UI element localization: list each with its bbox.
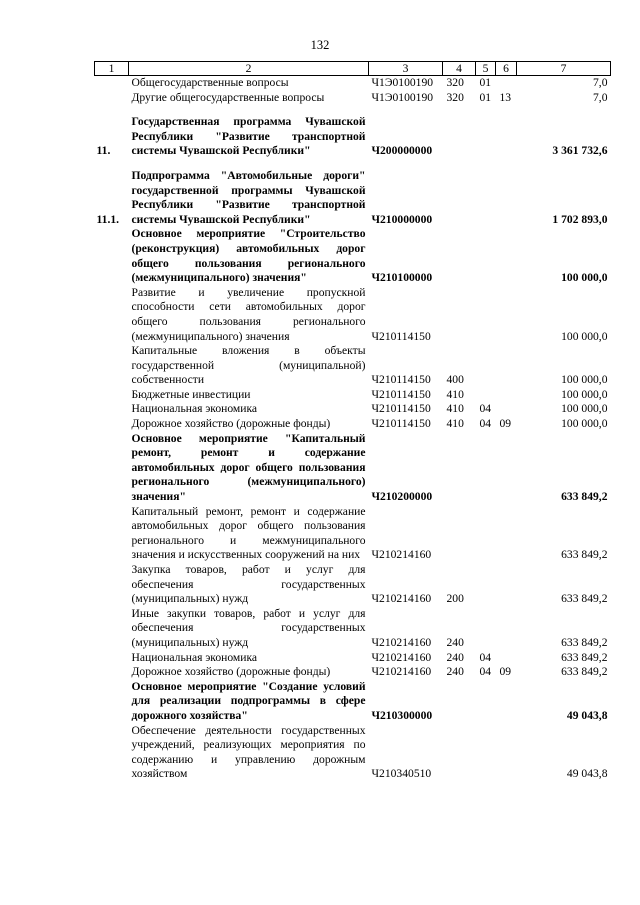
spacer-cell (95, 159, 611, 169)
row-code: Ч210114150 (371, 373, 431, 387)
row-name: Закупка товаров, работ и услуг для обеспечения государственных (муниципальных) нужд (131, 563, 366, 606)
row-expense-type (443, 505, 476, 563)
row-amount: 49 043,8 (566, 767, 608, 781)
row-expense-type: 240 (446, 635, 464, 649)
row-amount: 633 849,2 (561, 650, 608, 664)
header-col-4: 4 (443, 62, 476, 76)
row-subsection (496, 115, 517, 159)
row-number (95, 76, 129, 91)
table-row (95, 724, 611, 782)
row-amount: 49 043,8 (566, 708, 608, 722)
row-code: Ч210114150 (371, 417, 431, 431)
row-number (95, 665, 129, 680)
table-row (95, 607, 611, 651)
row-subsection (496, 286, 517, 344)
row-section (476, 680, 496, 724)
row-section (476, 563, 496, 607)
row-section (476, 607, 496, 651)
row-number (95, 417, 129, 432)
row-section (476, 505, 496, 563)
row-code: Ч210200000 (371, 490, 433, 504)
row-code: Ч210114150 (371, 329, 431, 343)
row-code: Ч210000000 (371, 212, 433, 226)
row-section: 04 (479, 402, 492, 416)
budget-table (94, 61, 611, 782)
row-expense-type (443, 115, 476, 159)
row-section (476, 344, 496, 388)
row-name: Основное мероприятие "Строительство (реконструкция) автомобильных дорог общего пользования регионального (межмуниципального) значения" (131, 227, 366, 285)
row-expense-type (443, 724, 476, 782)
row-section: 04 (479, 417, 492, 431)
table-row (95, 286, 611, 344)
row-code: Ч1Э0100190 (371, 76, 434, 89)
row-code: Ч200000000 (371, 144, 433, 158)
table-row (95, 388, 611, 403)
row-name: Национальная экономика (131, 650, 258, 664)
spacer-cell (95, 105, 611, 115)
row-amount: 633 849,2 (561, 548, 608, 562)
page-number: 132 (310, 38, 330, 52)
row-amount: 7,0 (593, 76, 608, 89)
row-amount: 100 000,0 (561, 387, 608, 401)
header-col-5: 5 (476, 62, 496, 76)
row-code: Ч210100000 (371, 271, 433, 285)
header-row (95, 62, 611, 76)
row-expense-type: 240 (446, 650, 464, 664)
row-subsection (496, 680, 517, 724)
row-section: 01 (479, 76, 492, 89)
row-expense-type: 320 (446, 76, 464, 89)
row-name: Развитие и увеличение пропускной способности сети автомобильных дорог общего пользования регионального (межмуниципального) значения (131, 285, 366, 343)
row-code: Ч210214160 (371, 635, 432, 649)
row-section: 04 (479, 665, 492, 679)
header-col-1: 1 (95, 62, 129, 76)
row-expense-type: 410 (446, 387, 464, 401)
row-number (95, 402, 129, 417)
row-amount: 100 000,0 (561, 271, 608, 285)
table-row (95, 169, 611, 227)
row-name: Капитальный ремонт, ремонт и содержание автомобильных дорог общего пользования регионального и межмуниципального значения и искусственных сооружений на них (131, 504, 366, 562)
row-subsection (496, 563, 517, 607)
row-name: Государственная программа Чувашской Республики "Развитие транспортной системы Чувашской Республики" (131, 115, 366, 158)
row-number (95, 388, 129, 403)
table-row (95, 505, 611, 563)
row-name: Национальная экономика (131, 402, 258, 416)
spacer-row (95, 159, 611, 169)
row-name: Основное мероприятие "Создание условий для реализации подпрограммы в сфере дорожного хозяйства" (131, 679, 366, 722)
table-body (95, 76, 611, 782)
row-subsection (496, 607, 517, 651)
table-header (95, 62, 611, 76)
table-row (95, 76, 611, 91)
row-subsection: 09 (499, 417, 512, 431)
row-amount: 633 849,2 (561, 592, 608, 606)
row-subsection (496, 651, 517, 666)
row-name: Подпрограмма "Автомобильные дороги" государственной программы Чувашской Республики "Развитие транспортной системы Чувашской Республики" (131, 168, 366, 226)
row-subsection (496, 169, 517, 227)
row-name: Дорожное хозяйство (дорожные фонды) (131, 417, 331, 431)
header-col-2: 2 (129, 62, 369, 76)
row-number (95, 505, 129, 563)
row-section (476, 115, 496, 159)
row-subsection (496, 724, 517, 782)
row-subsection: 09 (499, 665, 512, 679)
table-row (95, 665, 611, 680)
row-amount: 100 000,0 (561, 402, 608, 416)
row-section (476, 227, 496, 285)
row-expense-type: 410 (446, 417, 464, 431)
row-section: 04 (479, 650, 492, 664)
row-number: 11. (96, 144, 111, 158)
table-row (95, 417, 611, 432)
header-col-7: 7 (517, 62, 611, 76)
row-code: Ч210300000 (371, 708, 433, 722)
row-code: Ч210340510 (371, 767, 432, 781)
row-number (95, 651, 129, 666)
row-number (95, 432, 129, 505)
table-row (95, 432, 611, 505)
row-code: Ч210214160 (371, 650, 432, 664)
row-amount: 633 849,2 (561, 635, 608, 649)
row-number (95, 286, 129, 344)
table-row (95, 680, 611, 724)
row-code: Ч210214160 (371, 548, 432, 562)
row-amount: 100 000,0 (561, 329, 608, 343)
row-subsection (496, 388, 517, 403)
table-row (95, 91, 611, 106)
row-name: Общегосударственные вопросы (131, 76, 289, 89)
row-expense-type: 240 (446, 665, 464, 679)
row-amount: 1 702 893,0 (552, 212, 608, 226)
row-expense-type: 410 (446, 402, 464, 416)
row-section (476, 286, 496, 344)
row-number (95, 227, 129, 285)
row-amount: 100 000,0 (561, 417, 608, 431)
row-name: Бюджетные инвестиции (131, 387, 251, 401)
row-amount: 633 849,2 (561, 665, 608, 679)
row-subsection (496, 344, 517, 388)
row-expense-type (443, 169, 476, 227)
table-row (95, 651, 611, 666)
row-number (95, 724, 129, 782)
row-subsection: 13 (499, 90, 512, 104)
row-name: Капитальные вложения в объекты государственной (муниципальной) собственности (131, 344, 366, 387)
row-section (476, 724, 496, 782)
row-expense-type: 320 (446, 90, 464, 104)
row-subsection (496, 76, 517, 91)
row-code: Ч210214160 (371, 665, 432, 679)
row-expense-type (443, 286, 476, 344)
row-number (95, 607, 129, 651)
table-row (95, 344, 611, 388)
header-col-3: 3 (369, 62, 443, 76)
table-row (95, 227, 611, 285)
row-subsection (496, 505, 517, 563)
spacer-row (95, 105, 611, 115)
row-number (95, 680, 129, 724)
row-code: Ч1Э0100190 (371, 90, 434, 104)
row-section (476, 432, 496, 505)
row-section: 01 (479, 90, 492, 104)
row-number (95, 563, 129, 607)
row-code: Ч210114150 (371, 402, 431, 416)
row-number (95, 344, 129, 388)
row-expense-type: 400 (446, 373, 464, 387)
row-section (476, 388, 496, 403)
row-section (476, 169, 496, 227)
row-subsection (496, 227, 517, 285)
row-expense-type (443, 227, 476, 285)
row-expense-type: 200 (446, 592, 464, 606)
table-row (95, 402, 611, 417)
row-name: Иные закупки товаров, работ и услуг для обеспечения государственных (муниципальных) нужд (131, 606, 366, 649)
row-code: Ч210214160 (371, 592, 432, 606)
row-expense-type (443, 680, 476, 724)
row-number: 11.1. (96, 212, 120, 226)
row-code: Ч210114150 (371, 387, 431, 401)
row-number (95, 91, 129, 106)
row-subsection (496, 402, 517, 417)
row-amount: 7,0 (593, 90, 608, 104)
row-expense-type (443, 432, 476, 505)
table-row (95, 563, 611, 607)
row-name: Дорожное хозяйство (дорожные фонды) (131, 665, 331, 679)
header-col-6: 6 (496, 62, 517, 76)
row-name: Обеспечение деятельности государственных учреждений, реализующих мероприятия по содержанию и управлению дорожным хозяйством (131, 723, 366, 781)
row-name: Другие общегосударственные вопросы (131, 90, 325, 104)
row-name: Основное мероприятие "Капитальный ремонт, ремонт и содержание автомобильных дорог общего пользования регионального (межмуниципального) значения" (131, 431, 366, 504)
row-subsection (496, 432, 517, 505)
row-amount: 100 000,0 (561, 373, 608, 387)
row-amount: 3 361 732,6 (552, 144, 608, 158)
table-row (95, 115, 611, 159)
row-amount: 633 849,2 (561, 490, 608, 504)
